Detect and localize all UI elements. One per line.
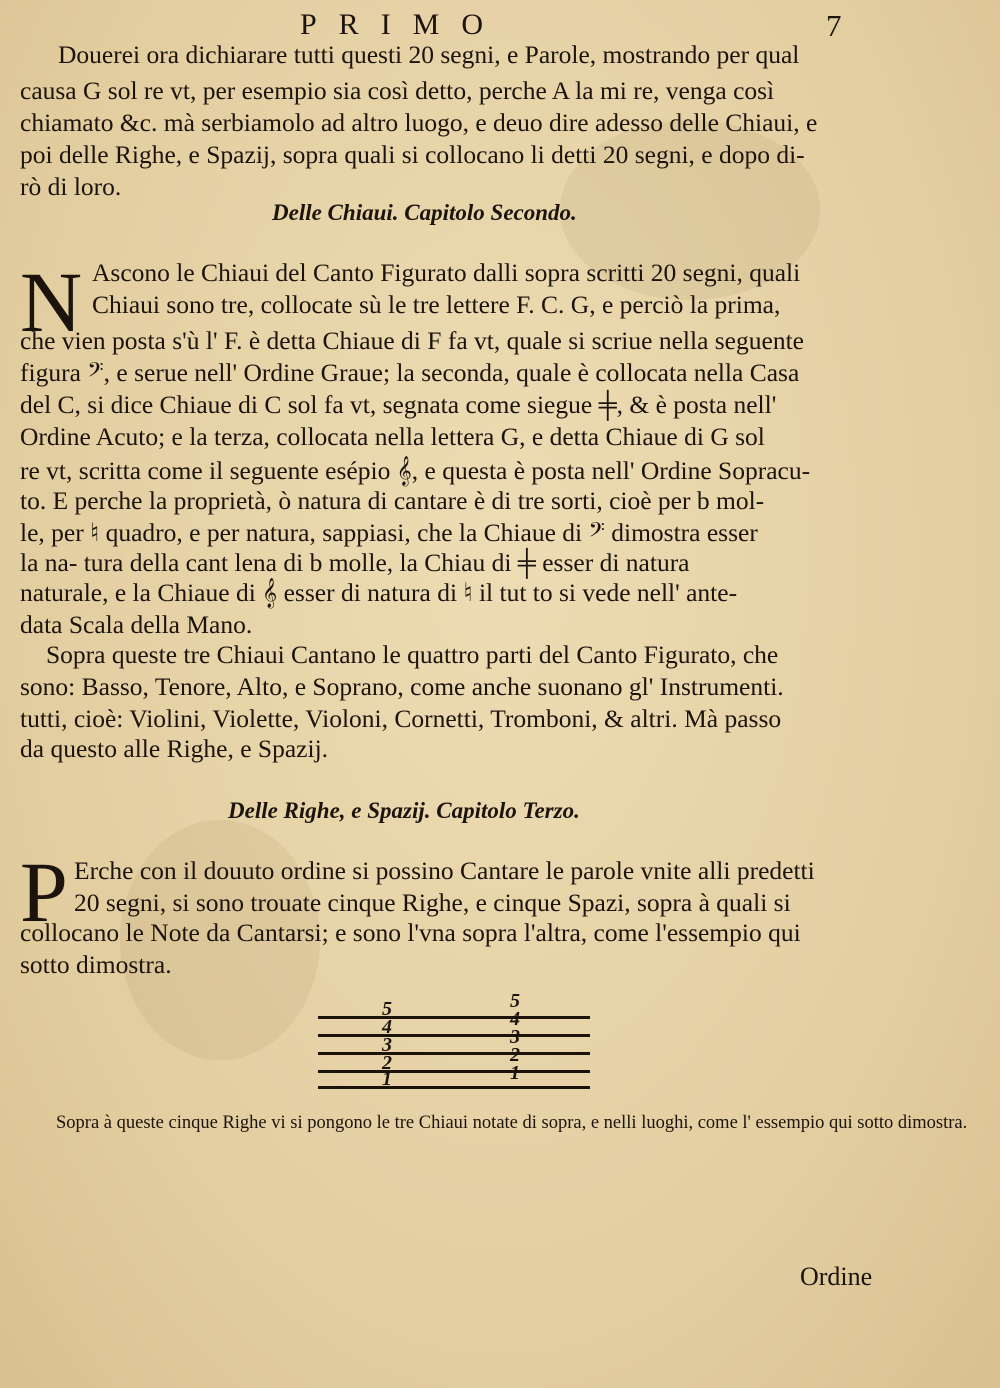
drop-cap: P: [20, 844, 68, 940]
text-line: re vt, scritta come il seguente esépio 𝄞, e questa è posta nell' Ordine Sopracu-: [20, 456, 811, 485]
text-line: Ascono le Chiaui del Canto Figurato dalli sopra scritti 20 segni, quali: [92, 258, 801, 287]
line-number: 1: [382, 1068, 392, 1090]
space-number: 5: [510, 990, 520, 1012]
five-line-staff: [318, 990, 590, 1092]
text-line: da questo alle Righe, e Spazij.: [20, 734, 329, 763]
text-line: la na- tura della cant lena di b molle, la Chiau di ╪ esser di natura: [20, 548, 690, 577]
text-line: to. E perche la proprietà, ò natura di cantare è di tre sorti, cioè per b mol-: [20, 486, 765, 515]
staff-line: [318, 1052, 590, 1055]
space-number: 4: [510, 1008, 520, 1030]
space-number: 1: [510, 1062, 520, 1084]
text-line: Erche con il douuto ordine si possino Cantare le parole vnite alli predetti: [74, 856, 815, 885]
text-line: Sopra à queste cinque Righe vi si pongono le tre Chiaui notate di sopra, e nelli luoghi, come l' essempio qui sotto dimostra.: [56, 1113, 968, 1133]
text-line: Chiaui sono tre, collocate sù le tre lettere F. C. G, e perciò la prima,: [92, 290, 781, 319]
staff-line: [318, 1016, 590, 1019]
text-line: tutti, cioè: Violini, Violette, Violoni, Cornetti, Tromboni, & altri. Mà passo: [20, 704, 782, 733]
catchword: Ordine: [800, 1262, 873, 1291]
staff-line: [318, 1034, 590, 1037]
text-line: collocano le Note da Cantarsi; e sono l'vna sopra l'altra, come l'essempio qui: [20, 918, 801, 947]
page-number: 7: [826, 8, 842, 43]
text-line: Ordine Acuto; e la terza, collocata nella lettera G, e detta Chiaue di G sol: [20, 422, 765, 451]
line-number: 2: [382, 1052, 392, 1074]
text-line: sono: Basso, Tenore, Alto, e Soprano, come anche suonano gl' Instrumenti.: [20, 672, 784, 701]
line-number: 4: [382, 1016, 392, 1038]
text-line: figura 𝄢, e serue nell' Ordine Graue; la seconda, quale è collocata nella Casa: [20, 358, 800, 387]
text-line: poi delle Righe, e Spazij, sopra quali si collocano li detti 20 segni, e dopo di-: [20, 140, 805, 169]
space-number: 2: [510, 1044, 520, 1066]
chapter-heading: Delle Chiaui. Capitolo Secondo.: [272, 200, 577, 225]
text-line: data Scala della Mano.: [20, 610, 253, 639]
staff-line: [318, 1070, 590, 1073]
text-line: chiamato &c. mà serbiamolo ad altro luogo, e deuo dire adesso delle Chiaui, e: [20, 108, 818, 137]
text-line: 20 segni, si sono trouate cinque Righe, e cinque Spazi, sopra à quali si: [74, 888, 791, 917]
line-number: 3: [382, 1034, 392, 1056]
text-line: Sopra queste tre Chiaui Cantano le quattro parti del Canto Figurato, che: [46, 640, 779, 669]
text-line: rò di loro.: [20, 172, 122, 201]
drop-cap: N: [20, 254, 83, 350]
running-title: PRIMO: [300, 8, 506, 41]
text-line: naturale, e la Chiaue di 𝄞 esser di natura di ♮ il tut to si vede nell' ante-: [20, 578, 738, 607]
page-header: [0, 8, 1000, 42]
text-line: che vien posta s'ù l' F. è detta Chiaue di F fa vt, quale si scriue nella seguente: [20, 326, 804, 355]
text-line: le, per ♮ quadro, e per natura, sappiasi, che la Chiaue di 𝄢 dimostra esser: [20, 518, 758, 547]
text-line: sotto dimostra.: [20, 950, 172, 979]
text-line: causa G sol re vt, per esempio sia così detto, perche A la mi re, venga così: [20, 76, 775, 105]
chapter-heading: Delle Righe, e Spazij. Capitolo Terzo.: [228, 798, 580, 823]
staff-line: [318, 1086, 590, 1089]
space-number: 3: [510, 1026, 520, 1048]
line-number: 5: [382, 998, 392, 1020]
text-line: del C, si dice Chiaue di C sol fa vt, segnata come siegue ╪, & è posta nell': [20, 390, 777, 419]
text-line: Douerei ora dichiarare tutti questi 20 segni, e Parole, mostrando per qual: [58, 40, 800, 69]
